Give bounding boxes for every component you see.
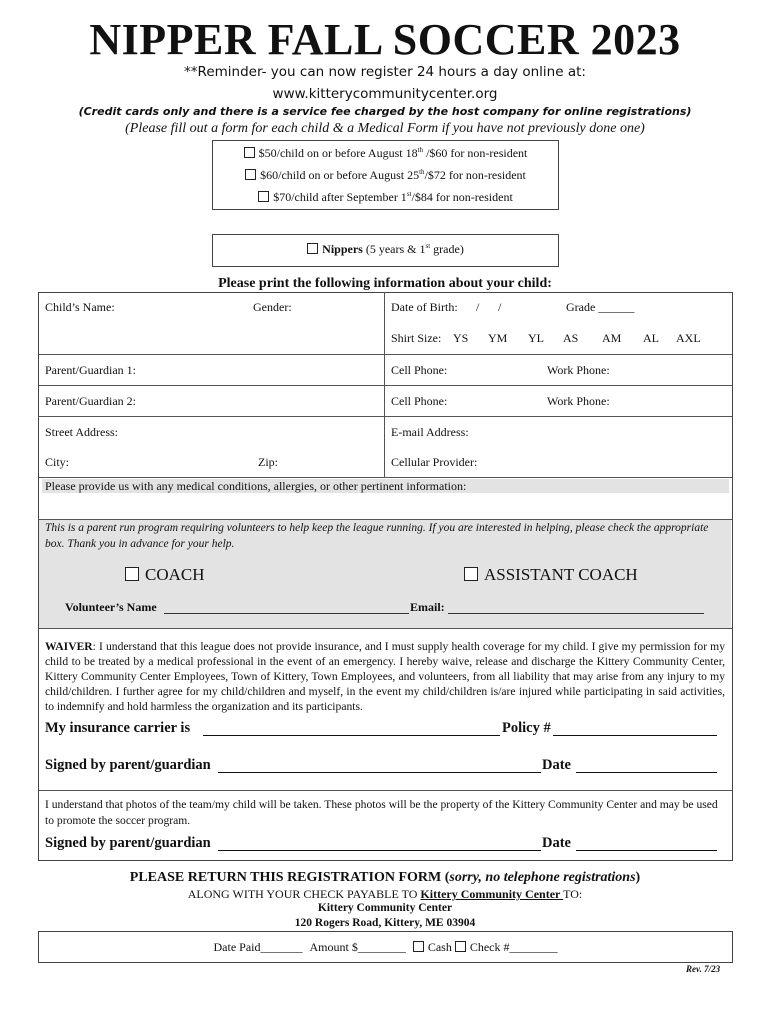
fee-options-box <box>212 140 559 210</box>
fee-option-3[interactable]: $70/child after September 1st/$84 for non-resident <box>213 190 558 205</box>
program-box <box>212 234 559 267</box>
child-info-heading: Please print the following information about your child: <box>218 276 552 291</box>
work-phone-2-field[interactable]: Work Phone: <box>547 394 610 408</box>
date-paid-field[interactable]: Date Paid_______ <box>213 940 303 954</box>
shirt-size-label: Shirt Size: <box>391 331 442 345</box>
waiver-date-input[interactable] <box>576 772 717 773</box>
revision-label: Rev. 7/23 <box>686 964 721 974</box>
reminder-text: **Reminder- you can now register 24 hours a day online at: <box>184 64 586 80</box>
photo-date-input[interactable] <box>576 850 717 851</box>
cell-phone-2-field[interactable]: Cell Phone: <box>391 394 448 408</box>
office-use-line <box>39 940 732 955</box>
volunteer-name-label: Volunteer’s Name <box>65 600 157 614</box>
dob-slash: / <box>476 300 480 314</box>
street-address-field[interactable]: Street Address: <box>45 425 118 439</box>
fee-option-2[interactable]: $60/child on or before August 25th/$72 for non-resident <box>213 168 558 183</box>
waiver-signature-input[interactable] <box>218 772 541 773</box>
volunteer-email-input[interactable] <box>448 613 704 614</box>
cell-phone-1-field[interactable]: Cell Phone: <box>391 363 448 377</box>
childs-name-field[interactable]: Child’s Name: <box>45 300 115 314</box>
policy-label: Policy # <box>502 720 551 736</box>
form-note: (Please fill out a form for each child & a Medical Form if you have not previously done one) <box>125 121 645 136</box>
shirt-size-option[interactable]: AL <box>643 331 659 345</box>
credit-card-note: (Credit cards only and there is a service fee charged by the host company for online registrations) <box>78 105 692 118</box>
volunteer-note: This is a parent run program requiring volunteers to help keep the league running. If you are interested in helping, please check the appropriate box. Thank you in advance for your help. <box>45 522 709 550</box>
org-name: Kittery Community Center <box>317 902 453 914</box>
work-phone-1-field[interactable]: Work Phone: <box>547 363 610 377</box>
checkbox-icon[interactable] <box>413 941 424 952</box>
checkbox-icon[interactable] <box>455 941 466 952</box>
program-option[interactable]: Nippers (5 years & 1st grade) <box>213 242 558 257</box>
shirt-size-option[interactable]: YM <box>488 331 508 345</box>
check-payable-line: ALONG WITH YOUR CHECK PAYABLE TO Kittery Community Center TO: <box>187 887 583 901</box>
checkbox-icon[interactable] <box>125 567 139 581</box>
policy-number-input[interactable] <box>553 735 717 736</box>
office-use-box <box>38 931 733 963</box>
cellular-provider-field[interactable]: Cellular Provider: <box>391 455 478 469</box>
volunteer-name-input[interactable] <box>164 613 409 614</box>
shirt-size-option[interactable]: YL <box>528 331 544 345</box>
shirt-size-option[interactable]: AXL <box>676 331 701 345</box>
amount-field[interactable]: Amount $________ <box>309 940 406 954</box>
coach-option[interactable]: COACH <box>125 565 205 585</box>
waiver-date-label: Date <box>542 757 571 773</box>
email-address-field[interactable]: E-mail Address: <box>391 425 469 439</box>
return-instruction: PLEASE RETURN THIS REGISTRATION FORM (sorry, no telephone registrations) <box>129 870 641 885</box>
shirt-size-option[interactable]: AM <box>602 331 622 345</box>
insurance-carrier-label: My insurance carrier is <box>45 720 191 736</box>
gender-field[interactable]: Gender: <box>253 300 292 314</box>
photo-signature-input[interactable] <box>218 850 541 851</box>
grade-field[interactable]: Grade ______ <box>566 300 635 314</box>
cash-option[interactable]: Cash <box>413 940 452 954</box>
date-of-birth-field[interactable]: Date of Birth: <box>391 300 458 314</box>
photo-signature-label: Signed by parent/guardian <box>45 835 211 851</box>
website-link[interactable]: www.kitterycommunitycenter.org <box>272 86 498 102</box>
shirt-size-option[interactable]: YS <box>453 331 469 345</box>
city-field[interactable]: City: <box>45 455 70 469</box>
insurance-carrier-input[interactable] <box>203 735 500 736</box>
fee-option-1[interactable]: $50/child on or before August 18th /$60 for non-resident <box>213 146 558 161</box>
waiver-signature-label: Signed by parent/guardian <box>45 757 211 773</box>
page-title: NIPPER FALL SOCCER 2023 <box>89 15 681 64</box>
checkbox-icon[interactable] <box>244 147 255 158</box>
checkbox-icon[interactable] <box>258 191 269 202</box>
dob-slash: / <box>498 300 502 314</box>
volunteer-email-label: Email: <box>410 600 445 614</box>
org-address: 120 Rogers Road, Kittery, ME 03904 <box>294 917 476 929</box>
waiver-text: WAIVER: I understand that this league does not provide insurance, and I must supply health coverage for my child. I give my permission for my child to be treated by a medical professional in the event of an emergency. I hereby waive, release and discharge the Kittery Community Center, Kittery Community Center Employees, Town of Kittery, Town Employees, and volunteers, from all liability that may arise from any injury to my child/children. I further agree for my child/children and myself, in the event my child/children is/are injured while participating in said activities, to indemnify and hold harmless the organization and its participants. <box>45 640 725 713</box>
checkbox-icon[interactable] <box>245 169 256 180</box>
shirt-size-option[interactable]: AS <box>563 331 579 345</box>
parent-guardian-2-field[interactable]: Parent/Guardian 2: <box>45 394 136 408</box>
zip-field[interactable]: Zip: <box>258 455 278 469</box>
photo-release-text: I understand that photos of the team/my child will be taken. These photos will be the property of the Kittery Community Center and may be used to promote the soccer program. <box>45 798 718 827</box>
checkbox-icon[interactable] <box>307 243 318 254</box>
photo-date-label: Date <box>542 835 571 851</box>
medical-info-field[interactable]: Please provide us with any medical conditions, allergies, or other pertinent information: <box>42 479 729 493</box>
parent-guardian-1-field[interactable]: Parent/Guardian 1: <box>45 363 136 377</box>
assistant-coach-option[interactable]: ASSISTANT COACH <box>464 565 638 585</box>
checkbox-icon[interactable] <box>464 567 478 581</box>
check-option[interactable]: Check #________ <box>455 940 558 954</box>
